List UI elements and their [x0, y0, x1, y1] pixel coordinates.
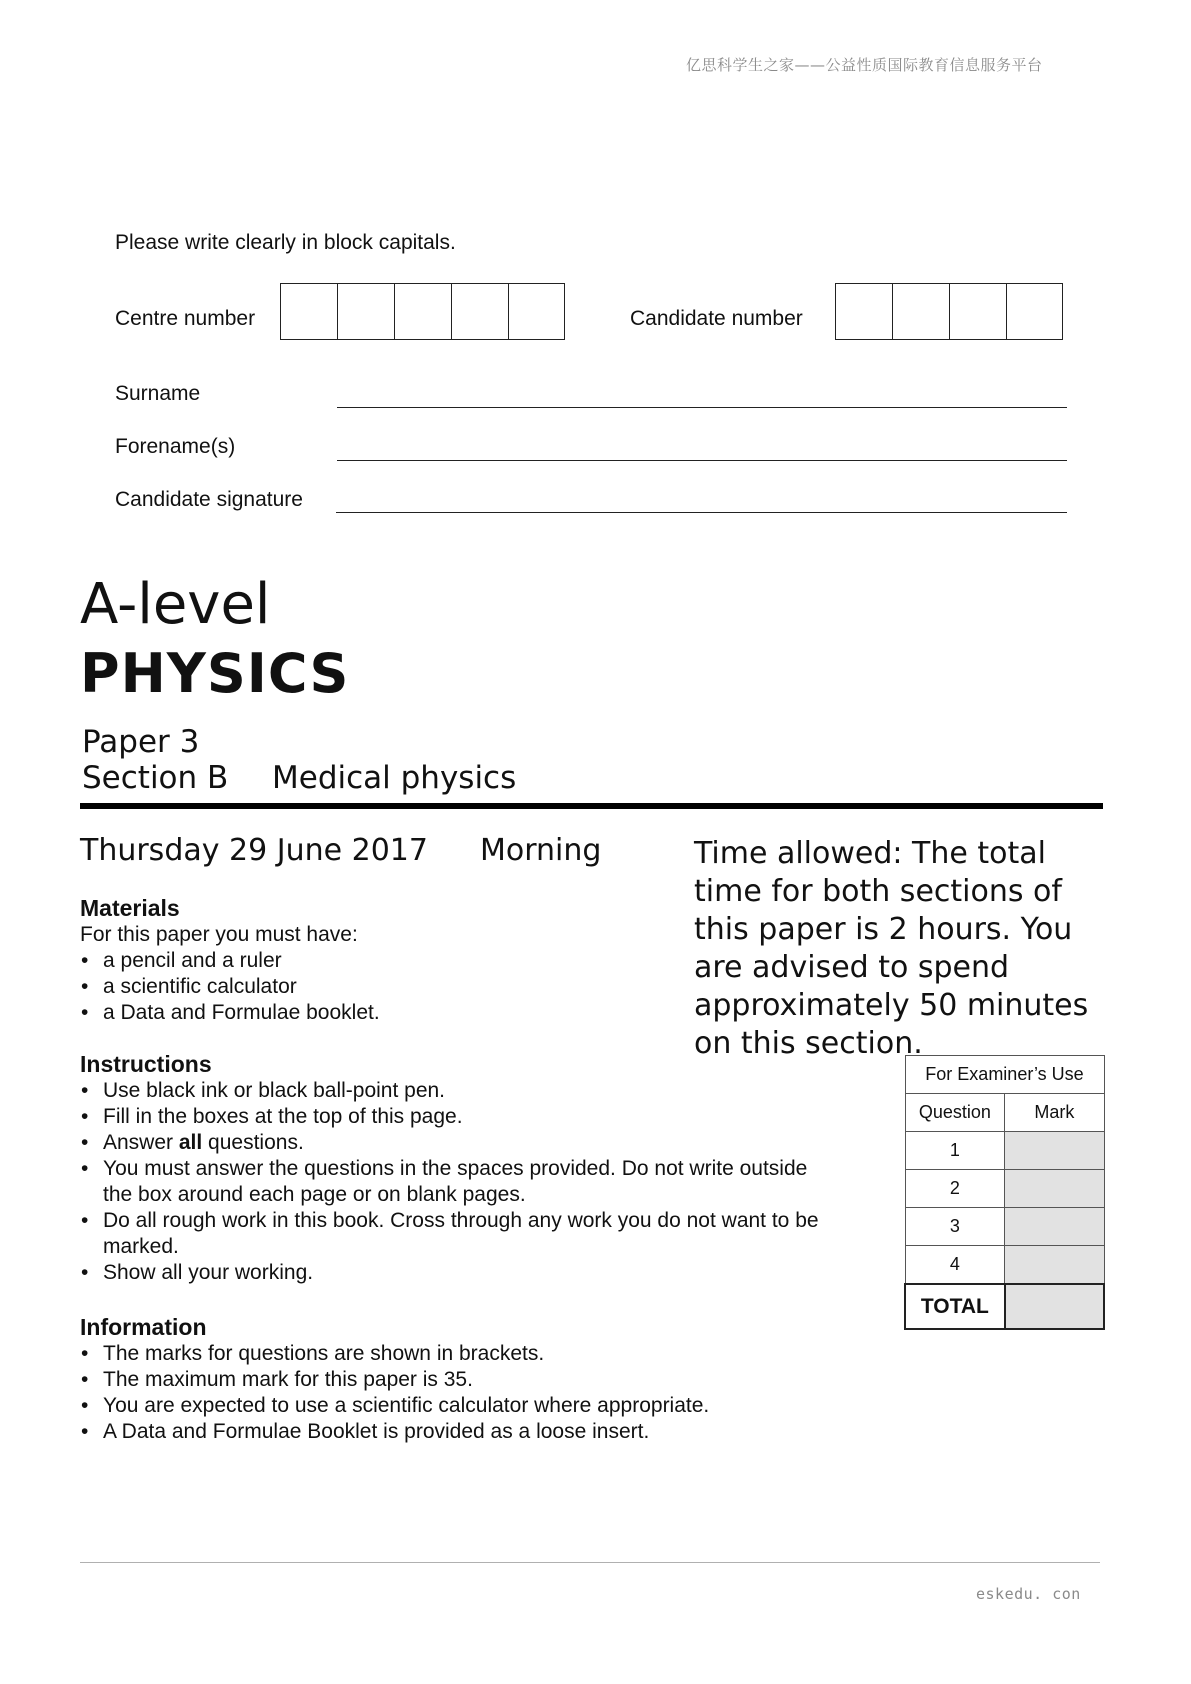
- mark-cell: [1005, 1246, 1104, 1285]
- instructions-heading: Instructions: [80, 1051, 212, 1077]
- column-header-question: Question: [905, 1094, 1005, 1132]
- footer-watermark: eskedu. con: [976, 1585, 1081, 1603]
- exam-date: Thursday 29 June 2017: [80, 833, 428, 868]
- candidate-number-label: Candidate number: [630, 307, 803, 330]
- materials-item: • a scientific calculator: [80, 974, 680, 1000]
- question-number: 1: [905, 1132, 1005, 1170]
- centre-number-digit-box[interactable]: [508, 283, 565, 340]
- materials-heading: Materials: [80, 895, 180, 921]
- column-header-mark: Mark: [1005, 1094, 1104, 1132]
- candidate-number-digit-box[interactable]: [835, 283, 892, 340]
- materials-intro: For this paper you must have:: [80, 923, 358, 946]
- instruction-text: questions.: [202, 1131, 304, 1154]
- title-divider: [80, 803, 1103, 809]
- information-item: • A Data and Formulae Booklet is provided as a loose insert.: [80, 1419, 835, 1445]
- examiner-table-title: For Examiner’s Use: [905, 1056, 1104, 1094]
- exam-session: Morning: [480, 833, 602, 868]
- centre-number-digit-box[interactable]: [394, 283, 451, 340]
- centre-number-boxes: [280, 283, 565, 340]
- header-watermark: 亿思科学生之家——公益性质国际教育信息服务平台: [686, 56, 1043, 74]
- information-item: • You are expected to use a scientific calculator where appropriate.: [80, 1393, 835, 1419]
- mark-cell: [1005, 1132, 1104, 1170]
- instruction-item: • Fill in the boxes at the top of this page.: [80, 1104, 835, 1130]
- footer-divider: [80, 1562, 1100, 1563]
- section-title: Medical physics: [272, 760, 517, 796]
- information-heading: Information: [80, 1314, 207, 1340]
- instructions-section: [80, 1051, 835, 1286]
- examiner-use-table: [904, 1055, 1105, 1330]
- instruction-emphasis: all: [178, 1131, 203, 1154]
- information-item: • The marks for questions are shown in brackets.: [80, 1341, 835, 1367]
- forenames-field[interactable]: [337, 460, 1067, 461]
- instruction-item: • Show all your working.: [80, 1260, 835, 1286]
- paper-number: Paper 3: [82, 724, 200, 760]
- materials-section: [80, 895, 680, 1026]
- surname-label: Surname: [115, 382, 201, 405]
- total-mark-cell: [1005, 1284, 1104, 1329]
- forenames-label: Forename(s): [115, 435, 236, 458]
- centre-number-digit-box[interactable]: [280, 283, 337, 340]
- centre-number-label: Centre number: [115, 307, 256, 330]
- candidate-number-digit-box[interactable]: [892, 283, 949, 340]
- question-number: 3: [905, 1208, 1005, 1246]
- form-instruction: Please write clearly in block capitals.: [115, 231, 456, 254]
- subject-title: PHYSICS: [80, 642, 350, 705]
- centre-number-digit-box[interactable]: [337, 283, 394, 340]
- surname-field[interactable]: [337, 407, 1067, 408]
- qualification-level: A-level: [80, 572, 271, 637]
- instruction-text: Answer: [103, 1131, 179, 1154]
- total-label: TOTAL: [905, 1284, 1005, 1329]
- instruction-item: [80, 1130, 835, 1156]
- candidate-number-boxes: [835, 283, 1063, 340]
- section-label: Section B: [82, 760, 229, 796]
- signature-label: Candidate signature: [115, 488, 303, 511]
- candidate-number-digit-box[interactable]: [949, 283, 1006, 340]
- mark-cell: [1005, 1170, 1104, 1208]
- question-number: 2: [905, 1170, 1005, 1208]
- instruction-item: • Use black ink or black ball-point pen.: [80, 1078, 835, 1104]
- question-number: 4: [905, 1246, 1005, 1285]
- signature-field[interactable]: [336, 512, 1067, 513]
- instruction-item: • Do all rough work in this book. Cross through any work you do not want to be marked.: [80, 1208, 835, 1260]
- materials-item: • a pencil and a ruler: [80, 948, 680, 974]
- candidate-number-digit-box[interactable]: [1006, 283, 1063, 340]
- mark-cell: [1005, 1208, 1104, 1246]
- materials-item: • a Data and Formulae booklet.: [80, 1000, 680, 1026]
- information-section: [80, 1314, 835, 1445]
- information-item: • The maximum mark for this paper is 35.: [80, 1367, 835, 1393]
- centre-number-digit-box[interactable]: [451, 283, 508, 340]
- time-allowed: Time allowed: The total time for both sections of this paper is 2 hours. You are advised to spend approximately 50 minutes on this section.: [694, 836, 1089, 1061]
- instruction-item: • You must answer the questions in the spaces provided. Do not write outside the box around each page or on blank pages.: [80, 1156, 835, 1208]
